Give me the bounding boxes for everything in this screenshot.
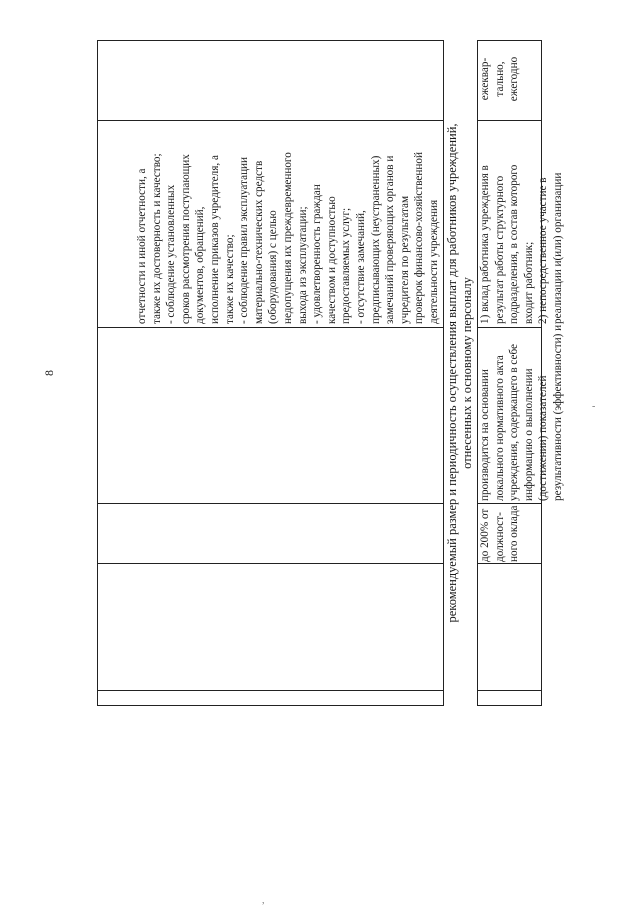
payment-size-line: ного оклада <box>508 505 521 562</box>
criteria-line: - удовлетворенность граждан <box>311 184 324 324</box>
row-divider <box>443 40 444 706</box>
column-divider <box>97 327 443 328</box>
payment-size-line: должност- <box>493 512 506 562</box>
section-heading-line: рекомендуемый размер и периодичность осуществления выплат для работников учреждений, <box>445 123 459 623</box>
scan-speck: , <box>262 895 265 906</box>
payment-basis-line: локального нормативного акта <box>493 355 506 501</box>
table-border-right <box>97 40 443 41</box>
payment-basis-line: результативности (эффективности) и <box>551 324 564 501</box>
criteria-cell <box>135 122 443 324</box>
criteria-line: выхода из эксплуатации; <box>296 206 309 324</box>
criteria-line: документов, обращений, <box>194 206 207 324</box>
table-border-right <box>477 40 541 41</box>
column-divider <box>97 503 443 504</box>
criteria-line: предоставляемых услуг; <box>340 207 353 324</box>
periodicity-line: ежегодно <box>508 56 521 102</box>
column-divider <box>477 503 541 504</box>
criteria-line: - соблюдение правил эксплуатации <box>238 156 251 324</box>
periodicity-cell <box>478 42 540 116</box>
criteria-line: проверок финансово-хозяйственной <box>413 152 426 324</box>
criteria-cell <box>478 122 564 324</box>
criteria-line: отчетности и иной отчетности, а <box>136 168 148 324</box>
column-divider <box>477 690 541 691</box>
payment-size-cell <box>478 505 540 562</box>
section-heading-line: отнесенных к основному персоналу <box>460 277 474 469</box>
criteria-line: сроков рассмотрения поступающих <box>179 154 192 324</box>
payment-basis-line: (достижении) показателей <box>537 375 550 501</box>
criteria-line: предписывающих (неустраненных) <box>369 155 382 324</box>
criteria-line: учредителя по результатам <box>398 195 411 324</box>
criteria-line: входит работник; <box>522 241 535 324</box>
scan-speck: - <box>592 401 596 412</box>
criteria-line: - соблюдение установленных <box>165 184 178 324</box>
criteria-line: результат работы структурного <box>493 175 506 324</box>
column-divider <box>477 563 541 564</box>
criteria-line: недопущения их преждевременного <box>281 152 294 324</box>
payment-basis-line: учреждения, содержащего в себе <box>508 343 521 501</box>
periodicity-line: ежеквар- <box>479 57 491 101</box>
payment-basis-line: производится на основании <box>479 369 491 501</box>
table-border-top <box>97 40 98 706</box>
page-number: 8 <box>42 370 56 376</box>
criteria-line: исполнение приказов учредителя, а <box>208 155 221 324</box>
criteria-line: замечаний проверяющих органов и <box>384 155 397 324</box>
table-border-left <box>477 705 541 706</box>
criteria-line: реализации и(или) организации <box>551 172 564 324</box>
column-divider <box>477 120 541 121</box>
payment-size-line: до 200% от <box>479 508 491 562</box>
criteria-line: материально-технических средств <box>252 160 265 324</box>
criteria-line: 1) вклад работника учреждения в <box>479 165 491 324</box>
criteria-line: также их качество; <box>223 234 236 324</box>
periodicity-line: тально, <box>493 61 506 97</box>
table-border-left <box>97 705 443 706</box>
payment-basis-line: информацию о выполнении <box>522 368 535 501</box>
payment-basis-cell <box>478 324 564 501</box>
criteria-line: также их достоверность и качество; <box>150 153 163 324</box>
column-divider <box>97 120 443 121</box>
criteria-line: - отсутствие замечаний, <box>354 210 367 324</box>
criteria-line: (оборудования) с целью <box>267 210 280 324</box>
rotated-table <box>97 40 564 706</box>
criteria-line: качеством и доступностью <box>325 196 338 324</box>
column-divider <box>97 690 443 691</box>
column-divider <box>97 563 443 564</box>
column-divider <box>477 327 541 328</box>
criteria-line: 2) непосредственное участие в <box>537 177 550 324</box>
criteria-line: подразделения, в состав которого <box>508 164 521 324</box>
criteria-line: деятельности учреждения <box>427 199 440 324</box>
